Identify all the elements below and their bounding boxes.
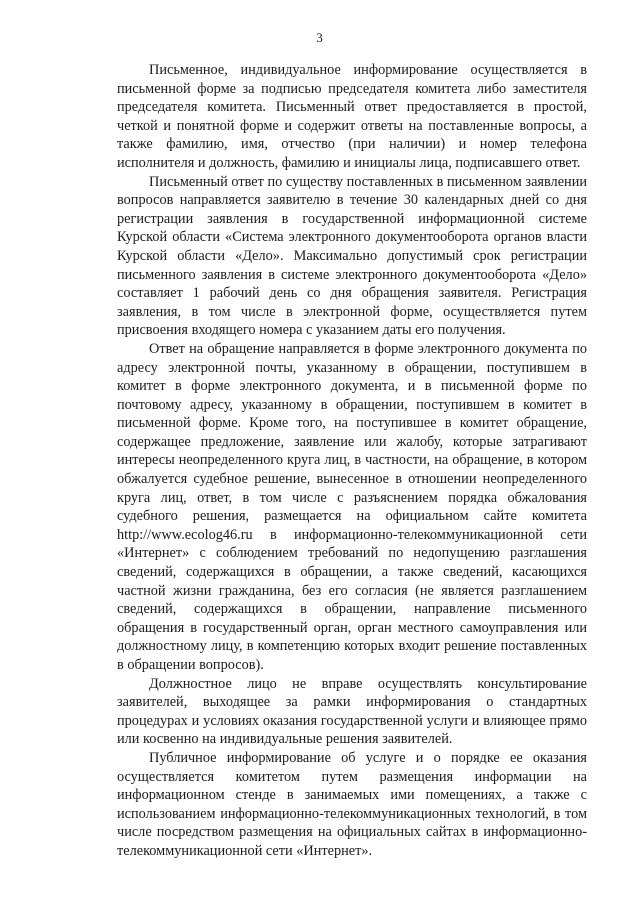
document-body	[117, 61, 587, 861]
paragraph-response-deadline: Письменный ответ по существу поставленных в письменном заявлении вопросов направляется заявителю в течение 30 календарных дней со дня регистрации заявления в государственной информационной системе Курской области «Система электронного документооборота органов власти Курской области «Дело». Максимально допустимый срок регистрации письменного заявления в системе электронного документооборота «Дело» составляет 1 рабочий день со дня обращения заявителя. Регистрация заявления, в том числе в электронной форме, осуществляется путем присвоения входящего номера с указанием даты его получения.	[117, 173, 587, 339]
paragraph-public-informing: Публичное информирование об услуге и о порядке ее оказания осуществляется комитетом путем размещения информации на информационном стенде в занимаемых ими помещениях, а также с использованием информационно-телекоммуникационных технологий, в том числе посредством размещения на официальных сайтах в информационно-телекоммуникационной сети «Интернет».	[117, 749, 587, 859]
page-number: 3	[316, 30, 323, 45]
paragraph-official-restrictions: Должностное лицо не вправе осуществлять консультирование заявителей, выходящее за рамки информирования о стандартных процедурах и условиях оказания государственной услуги и влияющее прямо или косвенно на индивидуальные решения заявителей.	[117, 675, 587, 748]
paragraph-written-informing: Письменное, индивидуальное информирование осуществляется в письменной форме за подписью председателя комитета либо заместителя председателя комитета. Письменный ответ предоставляется в простой, четкой и понятной форме и содержит ответы на поставленные вопросы, а также фамилию, имя, отчество (при наличии) и номер телефона исполнителя и должность, фамилию и инициалы лица, подписавшего ответ.	[117, 62, 587, 171]
paragraph-response-delivery: Ответ на обращение направляется в форме электронного документа по адресу электронной почты, указанному в обращении, поступившем в комитет в форме электронного документа, и в письменной форме по почтовому адресу, указанному в обращении, поступившем в комитет в письменной форме. Кроме того, на поступившее в комитет обращение, содержащее предложение, заявление или жалобу, которые затрагивают интересы неопределенного круга лиц, в частности, на обращение, в котором обжалуется судебное решение, вынесенное в отношении неопределенного круга лиц, ответ, в том числе с разъяснением порядка обжалования судебного решения, размещается на официальном сайте комитета http://www.ecolog46.ru в информационно-телекоммуникационной сети «Интернет» с соблюдением требований по недопущению разглашения сведений, содержащихся в обращении, а также сведений, касающихся частной жизни гражданина, без его согласия (не является разглашением сведений, содержащихся в обращении, направление письменного обращения в государственный орган, орган местного самоуправления или должностному лицу, в компетенцию которых входит решение поставленных в обращении вопросов).	[117, 340, 587, 673]
